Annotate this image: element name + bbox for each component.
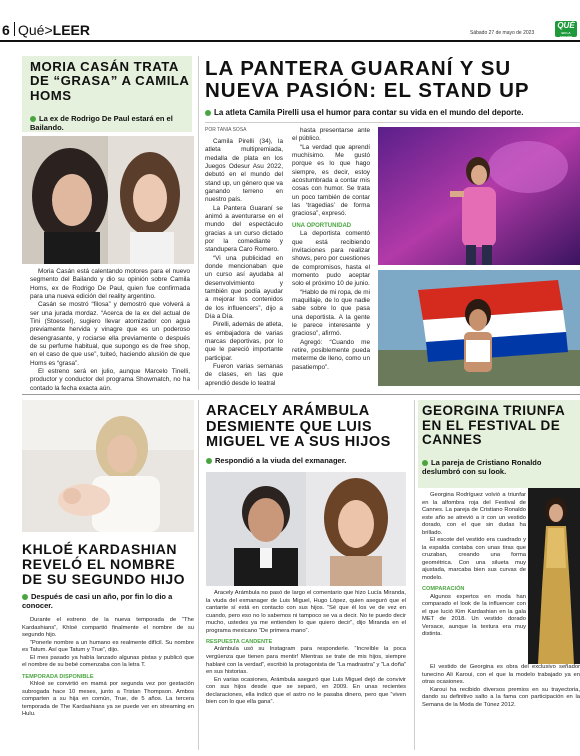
moria-photo (22, 136, 194, 264)
camila-byline: POR TANIA SOSA (205, 127, 247, 133)
camila-rule (205, 122, 580, 123)
camila-subhead (205, 108, 580, 118)
logo-subtext: EN LA EDICIÓN (559, 31, 573, 39)
camila-col2 (292, 127, 370, 372)
georgina-paragraph: El escote del vestido era cuadrado y la espalda contaba con unas tiras que cruzaban, creando una forma geométrica. Con una silueta muy ajustada, marcaba bien sus curvas de modelo. (422, 537, 526, 581)
camila-athlete-photo (378, 270, 580, 386)
aracely-section-title: RESPUESTA CANDENTE (206, 639, 273, 646)
header-divider (14, 22, 15, 36)
georgina-photo (528, 488, 580, 664)
camila-paragraph: Agregó: “Cuando me retire, posiblemente pueda meterme de lleno, como un pasatiempo”. (292, 338, 370, 371)
camila-paragraph: Camila Pirelli (34), la atleta multipremiada, medalla de plata en los Juegos Odesur Asu 2022, debutó en el mundo del stand up, un género que va ganando terreno en nuestro país. (205, 138, 283, 204)
aracely-subhead-text: Respondió a la viuda del exmanager. (215, 456, 347, 465)
georgina-body (422, 492, 526, 639)
moria-paragraph: El estreno será en julio, aunque Marcelo Tinelli, productor y conductor del programa Showmatch, no ha contado la fecha exacta aún. (30, 367, 190, 392)
georgina-paragraph: El vestido de Georgina es obra del exclusivo señador tunecino Ali Karoui, con el que la modelo trabajado ya en otras ocasiones. (422, 664, 580, 686)
camila-headline: LA PANTERA GUARANÍ Y SU NUEVA PASIÓN: EL STAND UP (205, 57, 530, 103)
camila-col1 (205, 138, 283, 388)
bullet-icon (30, 116, 36, 122)
aracely-subhead (206, 456, 406, 465)
section-name: LEER (52, 22, 90, 38)
bullet-icon (422, 460, 428, 466)
section-prefix: Qué> (18, 22, 53, 38)
khloe-paragraph: Durante el estreno de la nueva temporada de “The Kardashians”, Khloé compartió finalmente el nombre de su segundo hijo. (22, 617, 194, 639)
aracely-body (206, 590, 406, 707)
khloe-paragraph: Khloé se convirtió en mamá por segunda vez por gestación subrogada hace 10 meses, junto a Tristan Thompson. Ambos comparten a su hija en común, True, de 5 años. La tercera temporada de The Kardashians ya se puede ver en streaming en Hulu. (22, 680, 194, 718)
camila-paragraph: hasta presentarse ante el público. (292, 127, 370, 143)
bullet-icon (206, 458, 212, 464)
moria-body (30, 268, 190, 393)
georgina-subhead (422, 458, 580, 477)
page-number: 6 (2, 22, 10, 38)
aracely-paragraph: Arámbula usó su Instagram para responderle. “Increíble la poca vergüenza que tienen para mentir! Mientras se trate de mis hijos, siempre hablaré con la verdad”, escribió la protagonista de “La madrastra” y “La doña” en sus historias. (206, 646, 406, 676)
georgina-paragraph: Georgina Rodríguez volvió a triunfar en la alfombra roja del Festival de Cannes. La pareja de Cristiano Ronaldo este año se atrevió a ir con un vestido dorado, con el que sin dudas ha brillado. (422, 492, 526, 536)
khloe-paragraph: “Ponerle nombre a un humano es realmente difícil. Su nombre es Tatum. Así que Tatum y True”, dijo. (22, 639, 194, 654)
aracely-paragraph: Aracely Arámbula no pasó de largo el comentario que hizo Lucía Miranda, la viuda del exmanager de Luis Miguel, Hugo López, quien aseguró que el cantante sí está en contacto con sus hijos. “Sé que él los ve de vez en cuando, pero eso no lo sabemos ni tampoco se va a decir. No te puedo decir mucho, ustedes ya me entienden lo que quiero decir”, dijo Miranda en el programa mexicano “De primera mano”. (206, 590, 406, 634)
camila-paragraph: “Vi una publicidad en donde mencionaban que un curso así ayudaba al desenvolvimiento y también que podía ayudar a mejorar los contenidos de los influencers”, dijo a Día a Día. (205, 254, 283, 320)
section-rule (22, 394, 580, 395)
aracely-headline: ARACELY ARÁMBULA DESMIENTE QUE LUIS MIGUEL VE A SUS HIJOS (206, 403, 391, 451)
camila-paragraph: La Pantera Guaraní se animó a aventurarse en el mundo del espectáculo gracias a un curso dictado por la comediante y standupera Caro Romero. (205, 204, 283, 254)
camila-paragraph: “La verdad que aprendí muchísimo. Me gustó porque es lo que hago siempre, es decir, estoy acostumbrada a contar mis cosas con humor. Se trata un poco también de contar las ‘tragedias’ de forma graciosa”, expresó. (292, 143, 370, 218)
khloe-photo (22, 400, 194, 532)
camila-section-title: UNA OPORTUNIDAD (292, 222, 352, 229)
newspaper-logo (555, 21, 577, 37)
issue-date: Sábado 27 de mayo de 2023 (470, 30, 535, 36)
khloe-section-title: TEMPORADA DISPONIBLE (22, 673, 94, 680)
georgina-section-title: COMPARACIÓN (422, 586, 465, 593)
khloe-subhead (22, 592, 194, 611)
camila-subhead-text: La atleta Camila Pirelli usa el humor para contar su vida en el mundo del deporte. (214, 108, 524, 117)
khloe-body (22, 617, 194, 719)
moria-headline: MORIA CASÁN TRATA DE “GRASA” A CAMILA HOMS (30, 59, 189, 103)
logo-text: QUÉ (557, 21, 575, 30)
khloe-subhead-text: Después de casi un año, por fin lo dio a conocer. (22, 592, 173, 611)
camila-paragraph: Pirelli, además de atleta, es embajadora de varias marcas deportivas, por lo que le pareció importante participar. (205, 321, 283, 362)
georgina-paragraph: Karoui ha recibido diversos premios en su trayectoria, dando su definitivo salto a la fama con participación en la Semana de la Moda de Túnez 2012. (422, 686, 580, 708)
column-divider (198, 400, 199, 750)
camila-paragraph: “Hablo de mi ropa, de mi maquillaje, de lo que nadie sabe sobre lo que pasa una deportista. A la gente le parece interesante y gracioso”, afirmó. (292, 288, 370, 338)
moria-subhead-text: La ex de Rodrigo De Paul estará en el Bailando. (30, 114, 173, 133)
camila-paragraph: La deportista comentó que está recibiendo invitaciones para realizar shows, pero por cuestiones de compromisos, hasta el momento pudo aceptar solo el próximo 10 de junio. (292, 230, 370, 288)
georgina-paragraph: Algunos expertos en moda han comparado el look de la influencer con el que lució Kim Kardashian en la gala MET de 2018. Un vestido dorado Versace, aunque la textura era muy distinta. (422, 593, 526, 638)
khloe-headline: KHLOÉ KARDASHIAN REVELÓ EL NOMBRE DE SU SEGUNDO HIJO (22, 541, 186, 588)
column-divider (414, 400, 415, 750)
aracely-photo (206, 472, 406, 586)
bullet-icon (205, 110, 211, 116)
aracely-paragraph: En varias ocasiones, Arámbula aseguró que Luis Miguel dejó de convivir con sus hijos desde que se separó, en 2009. En unas recientes declaraciones, ella indicó que el astro no le pasaba dinero, pero que “viven bien con lo que ella gana”. (206, 676, 406, 706)
georgina-subhead-text: La pareja de Cristiano Ronaldo deslumbró con su look. (422, 458, 542, 477)
column-divider (198, 56, 199, 390)
moria-subhead (30, 114, 190, 133)
moria-paragraph: Casán se mostró “filosa” y demostró que volverá a ser una jurada mordaz. “Acerca de la ex del actual de Tini (Stoessel), sugiero llevar atomizador con agua previamente hervida y vinagre que es un poderoso desengrasante, y rociarse ella previamente o después de su perfume habitual, que supongo es de free shop, en el caso de que use”, tuiteó, haciendo alusión de que Homs es “grasa”. (30, 301, 190, 367)
georgina-body-bottom (422, 664, 580, 709)
georgina-headline: GEORGINA TRIUNFA EN EL FESTIVAL DE CANNES (422, 403, 565, 448)
moria-paragraph: Moria Casán está calentando motores para el nuevo segmento del Bailando y dio su opinión sobre Camila Homs, ex de Rodrigo De Paul, quien fue confirmada para una nueva edición del reality argentino. (30, 268, 190, 300)
khloe-paragraph: El mes pasado ya había lanzado algunas pistas y publicó que el nombre de su bebé comenzaba con la letra T. (22, 654, 194, 669)
header-rule (0, 40, 580, 42)
section-title (18, 22, 90, 38)
camila-paragraph: Fueron varias semanas de clases, en las que aprendió desde lo teatral (205, 362, 283, 387)
camila-standup-photo (378, 127, 580, 265)
bullet-icon (22, 594, 28, 600)
